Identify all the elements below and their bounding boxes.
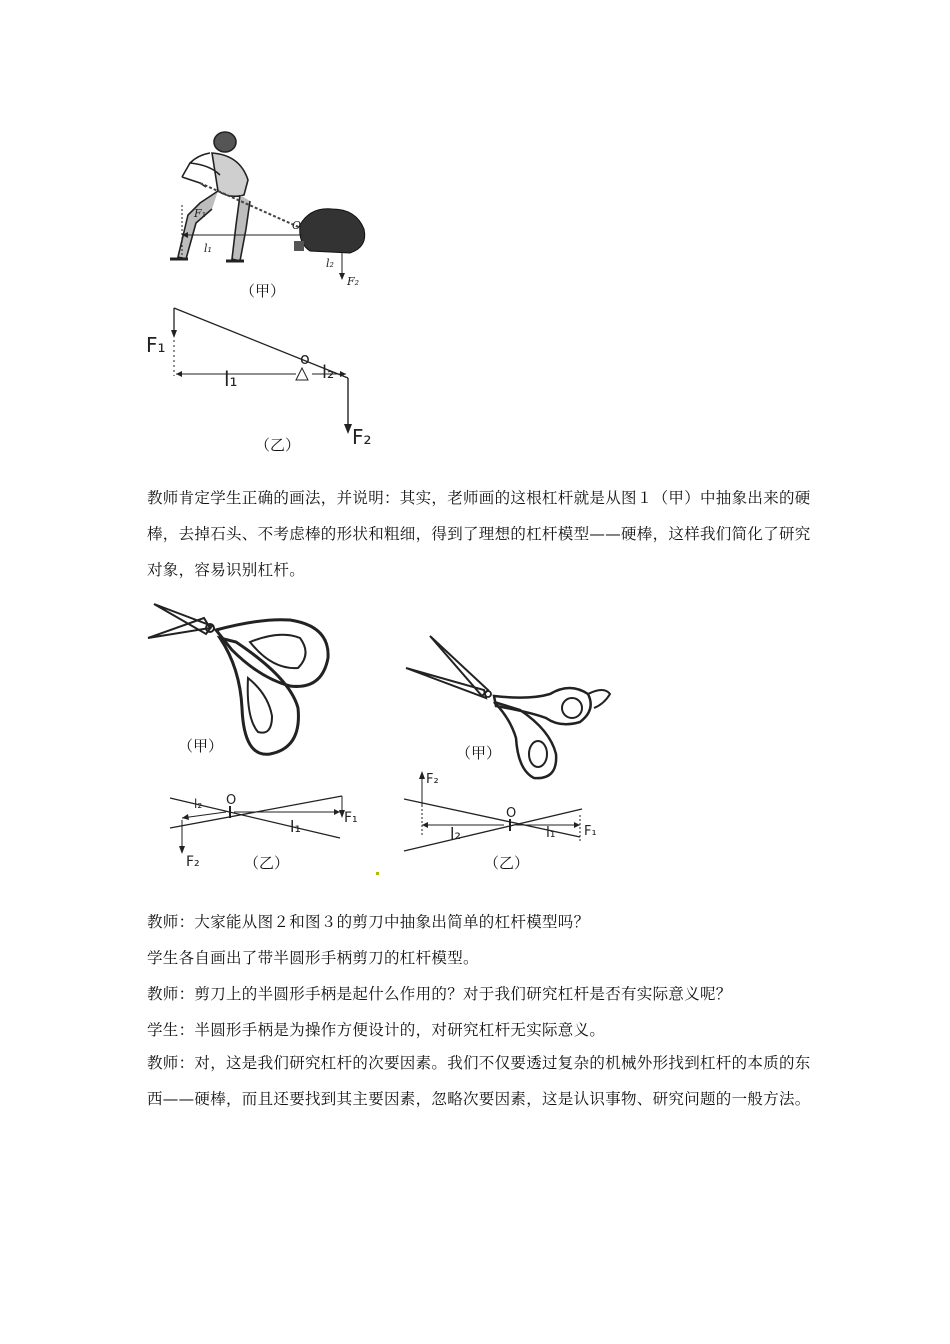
fig3-f2: F₂: [426, 772, 439, 787]
fig3-o: O: [506, 806, 517, 821]
figure-3-diagram: [400, 765, 615, 860]
dialogue-line-4: 学生：半圆形手柄是为操作方便设计的，对研究杠杆无实际意义。: [147, 1021, 606, 1039]
figure-3-caption-bottom: （乙）: [484, 854, 530, 872]
figure-2-scissors: [140, 598, 340, 773]
diagram-l1: l₁: [224, 367, 238, 391]
fig3-l1: l₁: [546, 825, 556, 841]
dialogue-line-2: 学生各自画出了带半圆形手柄剪刀的杠杆模型。: [147, 949, 479, 967]
label-o: O: [292, 219, 302, 232]
fig2-o: O: [226, 793, 237, 808]
marker-dot: [376, 872, 379, 875]
label-f1: F₁: [194, 207, 207, 220]
label-f2: F₂: [347, 275, 360, 288]
rock: [300, 209, 365, 253]
figure-3-caption-top: （甲）: [456, 744, 502, 762]
label-l2: l₂: [326, 257, 334, 270]
fig3-l2: l₂: [450, 824, 461, 843]
diagram-l2: l₂: [322, 362, 335, 383]
dialogue-line-3: 教师：剪刀上的半圆形手柄是起什么作用的？对于我们研究杠杆是否有实际意义呢？: [147, 985, 732, 1003]
fig2-l1: l₁: [290, 817, 301, 836]
dialogue-line-1: 教师：大家能从图２和图３的剪刀中抽象出简单的杠杆模型吗？: [147, 913, 590, 931]
figure-1-top: [160, 125, 390, 290]
paragraph-2: 教师：对，这是我们研究杠杆的次要因素。我们不仅要透过复杂的机械外形找到杠杆的本质的东西——硬棒，而且还要找到其主要因素，忽略次要因素，这是认识事物、研究问题的一般方法。: [147, 1054, 811, 1108]
figure-2-caption-bottom: （乙）: [244, 854, 290, 872]
figure-1-top-caption: （甲）: [240, 282, 286, 300]
diagram-o: o: [300, 349, 310, 368]
fig2-f2: F₂: [186, 854, 200, 870]
fig3-f1: F₁: [584, 824, 597, 839]
label-l1: l₁: [204, 242, 212, 255]
fig2-l2: l₂: [194, 797, 203, 811]
fig2-f1: F₁: [344, 810, 358, 826]
figure-2-caption-top: （甲）: [178, 737, 224, 755]
diagram-f1: F₁: [146, 333, 166, 357]
paragraph-1: 教师肯定学生正确的画法，并说明：其实，老师画的这根杠杆就是从图１（甲）中抽象出来的硬棒，去掉石头、不考虑棒的形状和粗细，得到了理想的杠杆模型——硬棒，这样我们简化了研究对象，容易识别杠杆。: [147, 489, 811, 579]
figure-3-scissors: [400, 628, 620, 788]
fulcrum: [296, 368, 308, 380]
diagram-f2: F₂: [352, 425, 372, 449]
figure-1-diagram-caption: （乙）: [255, 436, 301, 454]
